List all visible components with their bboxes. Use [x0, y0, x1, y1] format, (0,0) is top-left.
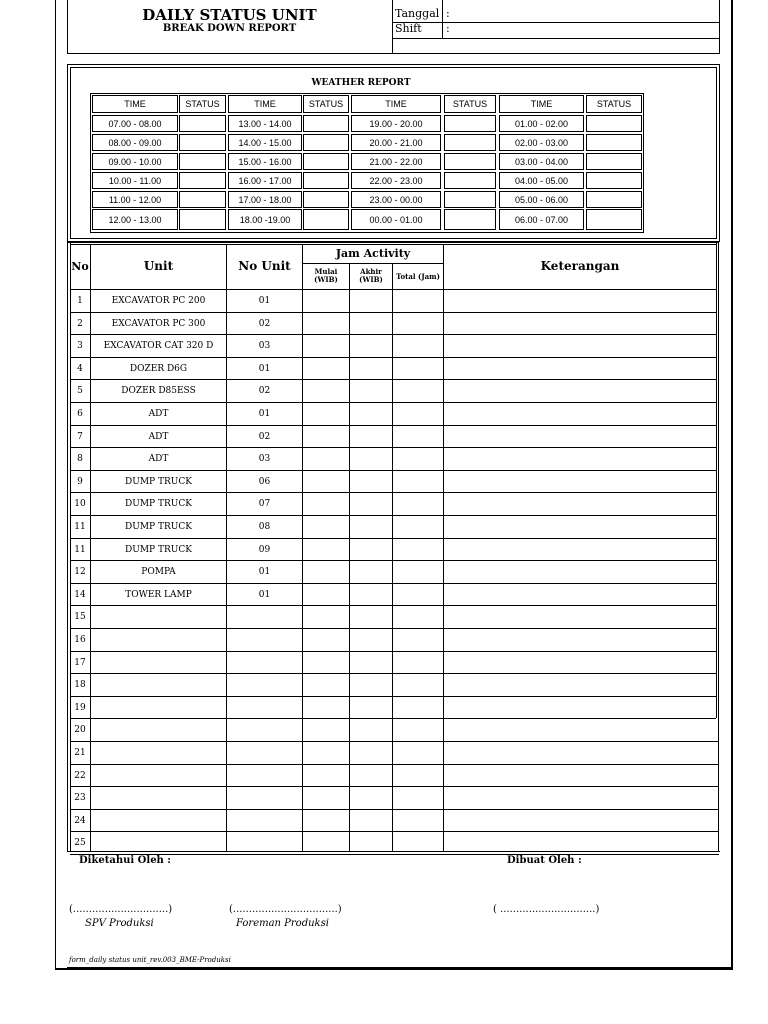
- row-unit: [91, 605, 226, 628]
- shift-label: Shift: [395, 22, 422, 35]
- form-code: form_daily status unit_rev.003_BME-Produksi: [69, 956, 231, 964]
- row-unit: [91, 696, 226, 719]
- row-no-unit: [227, 718, 302, 741]
- page-subtitle: BREAK DOWN REPORT: [162, 23, 297, 34]
- weather-status-cell: [444, 209, 496, 230]
- row-unit: POMPA: [141, 566, 176, 577]
- row-number: 15: [74, 611, 86, 622]
- foreman-label: Foreman Produksi: [236, 918, 329, 929]
- row-number: 24: [74, 815, 86, 826]
- shift-colon: :: [446, 22, 450, 35]
- row-number: 2: [77, 318, 83, 329]
- col-header-akhir-sub: (WIB): [359, 275, 383, 284]
- row-no-unit: [227, 786, 302, 809]
- row-no-unit: 03: [258, 340, 271, 351]
- weather-status-cell: [586, 191, 642, 208]
- col-header-akhir: [350, 264, 392, 288]
- signature-line-foreman: (.................................): [229, 904, 342, 915]
- row-no-unit: 08: [258, 521, 271, 532]
- row-unit: [91, 651, 226, 674]
- row-no-unit: [227, 673, 302, 696]
- row-unit: ADT: [148, 453, 169, 464]
- row-number: 16: [74, 634, 86, 645]
- row-number: 22: [74, 770, 86, 781]
- weather-status-cell: [444, 191, 496, 208]
- row-no-unit: [227, 696, 302, 719]
- weather-time-cell: 11.00 - 12.00: [92, 191, 178, 208]
- weather-status-cell: [586, 115, 642, 132]
- row-unit: TOWER LAMP: [125, 589, 192, 600]
- col-header-mulai-sub: (WIB): [314, 275, 338, 284]
- weather-time-cell: 09.00 - 10.00: [92, 153, 178, 170]
- row-no-unit: 01: [258, 363, 271, 374]
- row-unit: [91, 809, 226, 832]
- weather-time-cell: 06.00 - 07.00: [499, 209, 584, 230]
- row-number: 5: [77, 385, 83, 396]
- row-no-unit: [227, 605, 302, 628]
- weather-status-cell: [586, 134, 642, 151]
- row-unit: DOZER D6G: [129, 363, 188, 374]
- col-header-unit: Unit: [143, 259, 174, 273]
- weather-status-cell: [179, 172, 226, 189]
- row-unit: [91, 628, 226, 651]
- row-no-unit: 07: [258, 498, 271, 509]
- weather-time-cell: 10.00 - 11.00: [92, 172, 178, 189]
- weather-status-cell: [179, 209, 226, 230]
- weather-time-cell: 21.00 - 22.00: [351, 153, 441, 170]
- weather-status-cell: [179, 115, 226, 132]
- weather-time-cell: 00.00 - 01.00: [351, 209, 441, 230]
- weather-status-cell: [444, 153, 496, 170]
- main-table-outer-right: [716, 242, 717, 718]
- row-no-unit: 09: [258, 544, 271, 555]
- weather-status-header: STATUS: [303, 95, 349, 113]
- weather-time-header: TIME: [499, 95, 584, 113]
- weather-time-cell: 18.00 -19.00: [228, 209, 302, 230]
- header-divider: [392, 0, 393, 54]
- row-number: 12: [74, 566, 86, 577]
- row-number: 23: [74, 792, 86, 803]
- col-header-mulai: [303, 264, 349, 288]
- weather-status-cell: [303, 172, 349, 189]
- row-number: 11: [74, 521, 86, 532]
- weather-status-cell: [303, 115, 349, 132]
- weather-time-cell: 14.00 - 15.00: [228, 134, 302, 151]
- weather-time-cell: 15.00 - 16.00: [228, 153, 302, 170]
- weather-time-cell: 05.00 - 06.00: [499, 191, 584, 208]
- weather-status-cell: [444, 172, 496, 189]
- tanggal-colon: :: [446, 7, 450, 20]
- row-number: 21: [74, 747, 86, 758]
- weather-time-header: TIME: [92, 95, 178, 113]
- row-no-unit: [227, 651, 302, 674]
- row-unit: ADT: [148, 431, 169, 442]
- col-header-no: No: [71, 259, 89, 273]
- row-no-unit: 02: [258, 318, 271, 329]
- weather-time-cell: 17.00 - 18.00: [228, 191, 302, 208]
- row-unit: DOZER D85ESS: [121, 385, 196, 396]
- page-title: DAILY STATUS UNIT: [142, 6, 317, 24]
- weather-status-cell: [303, 191, 349, 208]
- weather-status-header: STATUS: [586, 95, 642, 113]
- row-unit: [91, 786, 226, 809]
- row-unit: DUMP TRUCK: [125, 521, 192, 532]
- weather-time-cell: 07.00 - 08.00: [92, 115, 178, 132]
- row-unit: EXCAVATOR PC 200: [111, 295, 206, 306]
- row-number: 6: [77, 408, 83, 419]
- weather-time-cell: 13.00 - 14.00: [228, 115, 302, 132]
- weather-status-header: STATUS: [444, 95, 496, 113]
- weather-status-cell: [444, 115, 496, 132]
- header-shift-line: [392, 38, 720, 39]
- weather-time-cell: 20.00 - 21.00: [351, 134, 441, 151]
- row-number: 19: [74, 702, 86, 713]
- weather-time-cell: 04.00 - 05.00: [499, 172, 584, 189]
- col-line-total: [443, 244, 444, 852]
- signature-line-spv: (..............................): [69, 904, 173, 915]
- footer-line: [67, 967, 733, 968]
- col-header-no-unit: No Unit: [238, 259, 291, 273]
- weather-status-cell: [303, 209, 349, 230]
- row-unit: DUMP TRUCK: [125, 476, 192, 487]
- weather-status-cell: [179, 134, 226, 151]
- row-no-unit: [227, 741, 302, 764]
- col-header-mulai-label: Mulai: [314, 267, 338, 276]
- row-unit: ADT: [148, 408, 169, 419]
- row-no-unit: [227, 628, 302, 651]
- weather-time-header: TIME: [351, 95, 441, 113]
- col-header-total: Total (Jam): [396, 271, 440, 281]
- row-no-unit: 01: [258, 589, 271, 600]
- row-no-unit: 01: [258, 408, 271, 419]
- row-number: 18: [74, 679, 86, 690]
- weather-time-cell: 16.00 - 17.00: [228, 172, 302, 189]
- row-number: 9: [77, 476, 83, 487]
- weather-time-cell: 23.00 - 00.00: [351, 191, 441, 208]
- weather-title: WEATHER REPORT: [311, 78, 411, 88]
- weather-time-cell: 22.00 - 23.00: [351, 172, 441, 189]
- row-no-unit: 06: [258, 476, 271, 487]
- row-no-unit: [227, 764, 302, 787]
- row-no-unit: 02: [258, 385, 271, 396]
- weather-status-cell: [444, 134, 496, 151]
- weather-time-cell: 03.00 - 04.00: [499, 153, 584, 170]
- row-number: 7: [77, 431, 83, 442]
- row-unit: EXCAVATOR CAT 320 D: [103, 340, 214, 351]
- row-no-unit: 01: [258, 295, 271, 306]
- row-number: 3: [77, 340, 83, 351]
- row-no-unit: 01: [258, 566, 271, 577]
- row-unit: [91, 764, 226, 787]
- table-header-top-line: [67, 242, 719, 243]
- row-unit: [91, 718, 226, 741]
- weather-status-cell: [303, 134, 349, 151]
- diketahui-label: Diketahui Oleh :: [79, 855, 171, 866]
- weather-status-cell: [586, 209, 642, 230]
- row-unit: [91, 673, 226, 696]
- weather-time-cell: 12.00 - 13.00: [92, 209, 178, 230]
- col-line-nounit: [302, 244, 303, 852]
- row-number: 25: [74, 837, 86, 848]
- header-colon-divider: [442, 0, 443, 38]
- row-unit: DUMP TRUCK: [125, 498, 192, 509]
- row-unit: EXCAVATOR PC 300: [111, 318, 206, 329]
- row-number: 4: [77, 363, 83, 374]
- col-header-keterangan: Keterangan: [540, 259, 620, 273]
- row-unit: [91, 741, 226, 764]
- weather-status-cell: [303, 153, 349, 170]
- row-unit: DUMP TRUCK: [125, 544, 192, 555]
- weather-status-cell: [179, 191, 226, 208]
- col-header-akhir-label: Akhir: [360, 267, 382, 276]
- signature-line-dibuat: ( ..............................): [493, 904, 600, 915]
- row-number: 20: [74, 724, 86, 735]
- weather-time-header: TIME: [228, 95, 302, 113]
- row-number: 14: [74, 589, 86, 600]
- weather-status-header: STATUS: [179, 95, 226, 113]
- weather-status-cell: [586, 172, 642, 189]
- weather-time-cell: 01.00 - 02.00: [499, 115, 584, 132]
- table-bottom-line: [67, 851, 720, 852]
- weather-status-cell: [179, 153, 226, 170]
- row-no-unit: 03: [258, 453, 271, 464]
- tanggal-label: Tanggal: [395, 7, 440, 20]
- weather-time-cell: 02.00 - 03.00: [499, 134, 584, 151]
- row-number: 17: [74, 657, 86, 668]
- row-number: 10: [74, 498, 86, 509]
- row-no-unit: [227, 809, 302, 832]
- row-number: 8: [77, 453, 83, 464]
- row-number: 11: [74, 544, 86, 555]
- dibuat-label: Dibuat Oleh :: [507, 855, 582, 866]
- row-no-unit: 02: [258, 431, 271, 442]
- weather-time-cell: 19.00 - 20.00: [351, 115, 441, 132]
- weather-status-cell: [586, 153, 642, 170]
- col-header-jam-activity: Jam Activity: [335, 246, 411, 260]
- weather-time-cell: 08.00 - 09.00: [92, 134, 178, 151]
- row-number: 1: [77, 295, 83, 306]
- spv-label: SPV Produksi: [85, 918, 154, 929]
